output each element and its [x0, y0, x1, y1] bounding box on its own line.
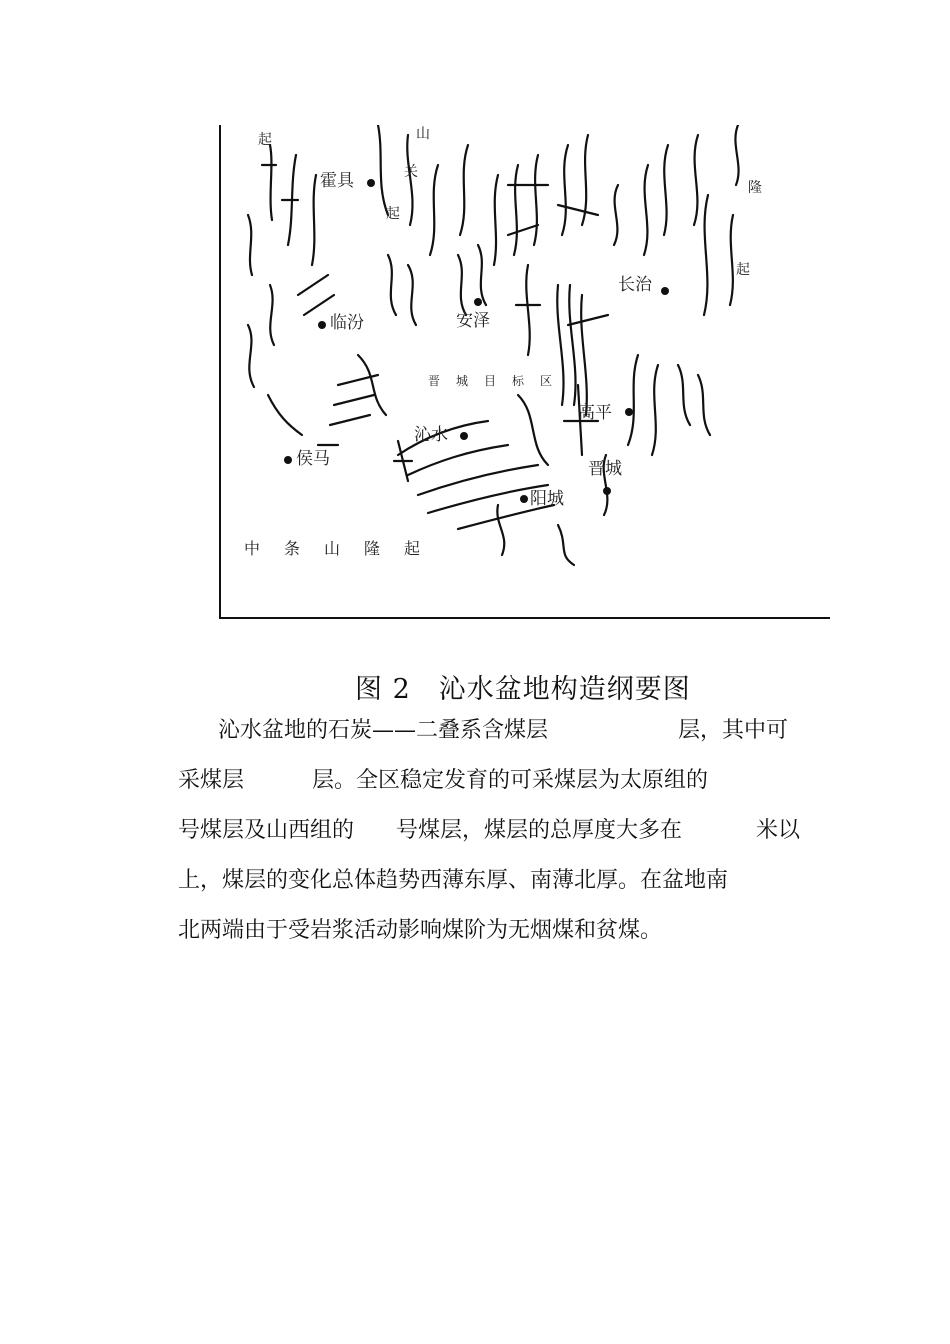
map-label-qi-top: 起 [258, 132, 272, 148]
map-label-yangcheng: 阳城 [530, 489, 564, 509]
map-point-houma [284, 456, 292, 464]
body-line-1-b: 层，其中可 [678, 718, 789, 743]
map-label-houma: 侯马 [296, 449, 330, 469]
map-label-changzhi: 长治 [618, 275, 652, 295]
map-label-huoju: 霍具 [320, 171, 354, 191]
map-point-jincheng [603, 487, 611, 495]
map-label-long-right: 隆 [748, 180, 762, 196]
map-point-changzhi [661, 287, 669, 295]
map-label-anze: 安泽 [456, 311, 490, 331]
map-label-qi-mid: 起 [386, 206, 400, 222]
map-point-qinshui [460, 432, 468, 440]
body-line-3-c: 米以 [756, 818, 801, 843]
map-label-guan: 关 [404, 164, 418, 180]
map-point-linfen [318, 321, 326, 329]
map-label-zhongtiao: 中条山隆起 [244, 539, 445, 558]
body-line-3-b: 号煤层，煤层的总厚度大多在 [396, 818, 683, 843]
body-line-5: 北两端由于受岩浆活动影响煤阶为无烟煤和贫煤。 [178, 918, 663, 943]
body-line-1-a: 沁水盆地的石炭——二叠系含煤层 [218, 718, 549, 743]
body-line-2-a: 采煤层 [178, 768, 245, 793]
map-label-qinshui: 沁水 [414, 425, 448, 445]
map-label-linfen: 临汾 [330, 313, 364, 333]
map-point-gaoping [625, 408, 633, 416]
structure-map-figure [178, 125, 830, 703]
map-label-jincheng: 晋城 [588, 459, 622, 479]
body-line-4: 上，煤层的变化总体趋势西薄东厚、南薄北厚。在盆地南 [178, 868, 729, 893]
map-label-qi-right: 起 [736, 262, 750, 278]
figure-caption: 图 2 沁水盆地构造纲要图 [355, 674, 691, 705]
structure-map-drawing [178, 125, 830, 703]
map-point-anze [474, 298, 482, 306]
body-line-3-a: 号煤层及山西组的 [178, 818, 355, 843]
body-line-2-b: 层。全区稳定发育的可采煤层为太原组的 [312, 768, 709, 793]
map-label-jincheng-target: 晋城目标区 [428, 374, 569, 388]
map-label-gaoping: 高平 [578, 403, 612, 423]
map-label-shan: 山 [416, 126, 430, 142]
map-point-yangcheng [520, 495, 528, 503]
map-point-huoju [367, 179, 375, 187]
